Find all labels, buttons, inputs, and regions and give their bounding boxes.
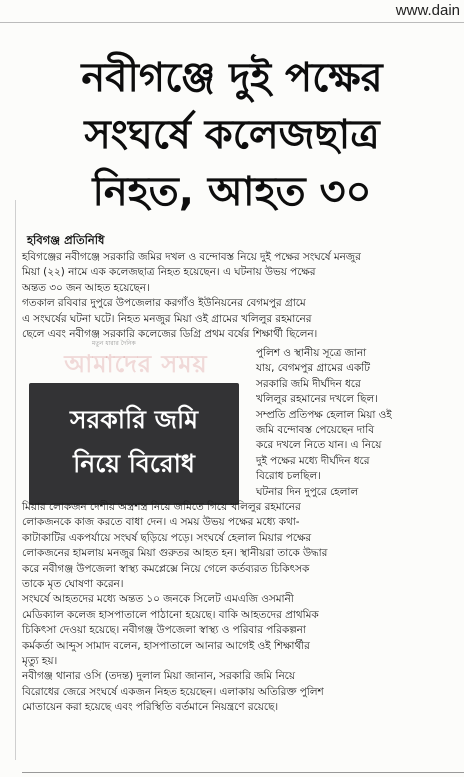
body-line: মেডিক্যাল কলেজ হাসপাতালে পাঠানো হয়েছে। বাকি আহতদের প্রাথমিক <box>22 608 319 621</box>
watermark-logo: আমাদের সময় <box>64 350 208 378</box>
body-line: বিরোধের জেরে সংঘর্ষে একজন নিহত হয়েছেন। এলাকায় অতিরিক্ত পুলিশ <box>22 685 324 698</box>
body-line: মৃত্যু হয়। <box>22 655 58 668</box>
body-line: মিয়া (২২) নামে এক কলেজছাত্র নিহত হয়েছেন। এ ঘটনায় উভয় পক্ষের <box>22 266 316 279</box>
site-url: www.dain <box>395 2 460 19</box>
body-line: ঘটনার দিন দুপুরে হেলাল <box>256 485 359 498</box>
headline-line: সংঘর্ষে কলেজছাত্র <box>84 112 380 158</box>
body-line: কর্মকর্তা আব্দুস সামাদ বলেন, হাসপাতালে আনার আগেই ওই শিক্ষার্থীর <box>22 639 310 652</box>
body-line: হবিগঞ্জের নবীগঞ্জে সরকারি জমির দখল ও বন্দোবস্ত নিয়ে দুই পক্ষের সংঘর্ষে মনজুর <box>22 251 361 263</box>
body-line: করে নবীগঞ্জ উপজেলা স্বাস্থ্য কমপ্লেক্সে নিয়ে গেলে কর্তব্যরত চিকিৎসক <box>22 562 310 575</box>
body-line: সংঘর্ষে আহতদের মধ্যে অন্তত ১০ জনকে সিলেট এমএজি ওসমানী <box>22 593 294 606</box>
body-line: তাকে মৃত ঘোষণা করেন। <box>22 578 124 591</box>
pull-quote-area <box>22 340 250 512</box>
body-line: বিরোধ চলছিল। <box>256 470 321 483</box>
headline-line: নবীগঞ্জে দুই পক্ষের <box>81 55 383 101</box>
body-line: সরকারি জমি দীর্ঘদিন ধরে <box>256 377 361 390</box>
body-line: দুই পক্ষের মধ্যে দীর্ঘদিন ধরে <box>256 454 370 467</box>
body-line: কাটাকাটির একপর্যায়ে সংঘর্ষ ছড়িয়ে পড়ে। সংঘর্ষে হেলাল মিয়ার পক্ষের <box>22 531 312 544</box>
article-body-top <box>22 250 361 342</box>
body-line: মিয়ার লোকজন দেশীয় অস্ত্রশস্ত্র নিয়ে জমিতে গিয়ে খলিলুর রহমানের <box>22 501 301 513</box>
body-line: জমি বন্দোবস্ত পেয়েছেন দাবি <box>256 424 374 437</box>
top-bar <box>0 0 464 23</box>
body-line: মোতায়েন করা হয়েছে এবং পরিস্থিতি বর্তমানে নিয়ন্ত্রণে রয়েছে। <box>22 701 279 714</box>
body-line: খলিলুর রহমানের দখলে ছিল। <box>256 393 378 406</box>
byline: হবিগঞ্জ প্রতিনিধি <box>27 233 105 247</box>
body-line: অন্তত ৩০ জন আহত হয়েছেন। <box>22 281 150 294</box>
body-line: গতকাল রবিবার দুপুরে উপজেলার করগাঁও ইউনিয়নের বেগমপুর গ্রামে <box>22 297 306 310</box>
headline <box>0 50 464 221</box>
body-line: ছেলে এবং নবীগঞ্জ সরকারি কলেজের ডিগ্রি প্রথম বর্ষের শিক্ষার্থী ছিলেন। <box>22 328 318 341</box>
watermark-tagline: মতুন ধারার দৈনিক <box>92 340 136 347</box>
bottom-rule <box>22 772 464 773</box>
body-line: করে দখলে নিতে যান। এ নিয়ে <box>256 439 382 452</box>
body-line: এ সংঘর্ষের ঘটনা ঘটে। নিহত মনজুর মিয়া ওই গ্রামের খলিলুর রহমানের <box>22 312 312 325</box>
column-rule <box>15 200 16 760</box>
body-line: চিকিৎসা দেওয়া হয়েছে। নবীগঞ্জ উপজেলা স্বাস্থ্য ও পরিবার পরিকল্পনা <box>22 624 306 637</box>
pull-quote <box>29 398 239 486</box>
article-body-bottom <box>22 500 327 716</box>
pull-quote-line: সরকারি জমি <box>69 405 198 434</box>
article-body-narrow <box>256 346 392 500</box>
body-line: লোকজনের হামলায় মনজুর মিয়া গুরুতর আহত হন। স্থানীয়রা তাকে উদ্ধার <box>22 547 328 560</box>
pull-quote-box <box>29 383 239 505</box>
body-line: লোকজনকে কাজ করতে বাধা দেন। এ সময় উভয় পক্ষের মধ্যে কথা- <box>22 516 300 529</box>
pull-quote-line: নিয়ে বিরোধ <box>73 449 195 478</box>
headline-line: নিহত, আহত ৩০ <box>92 169 372 215</box>
body-line: সম্প্রতি প্রতিপক্ষ হেলাল মিয়া ওই <box>256 408 392 421</box>
body-line: পুলিশ ও স্থানীয় সূত্রে জানা <box>256 347 367 359</box>
body-line: যায়, বেগমপুর গ্রামের একটি <box>256 362 370 375</box>
body-line: নবীগঞ্জ থানার ওসি (তদন্ত) দুলাল মিয়া জানান, সরকারি জমি নিয়ে <box>22 670 295 683</box>
